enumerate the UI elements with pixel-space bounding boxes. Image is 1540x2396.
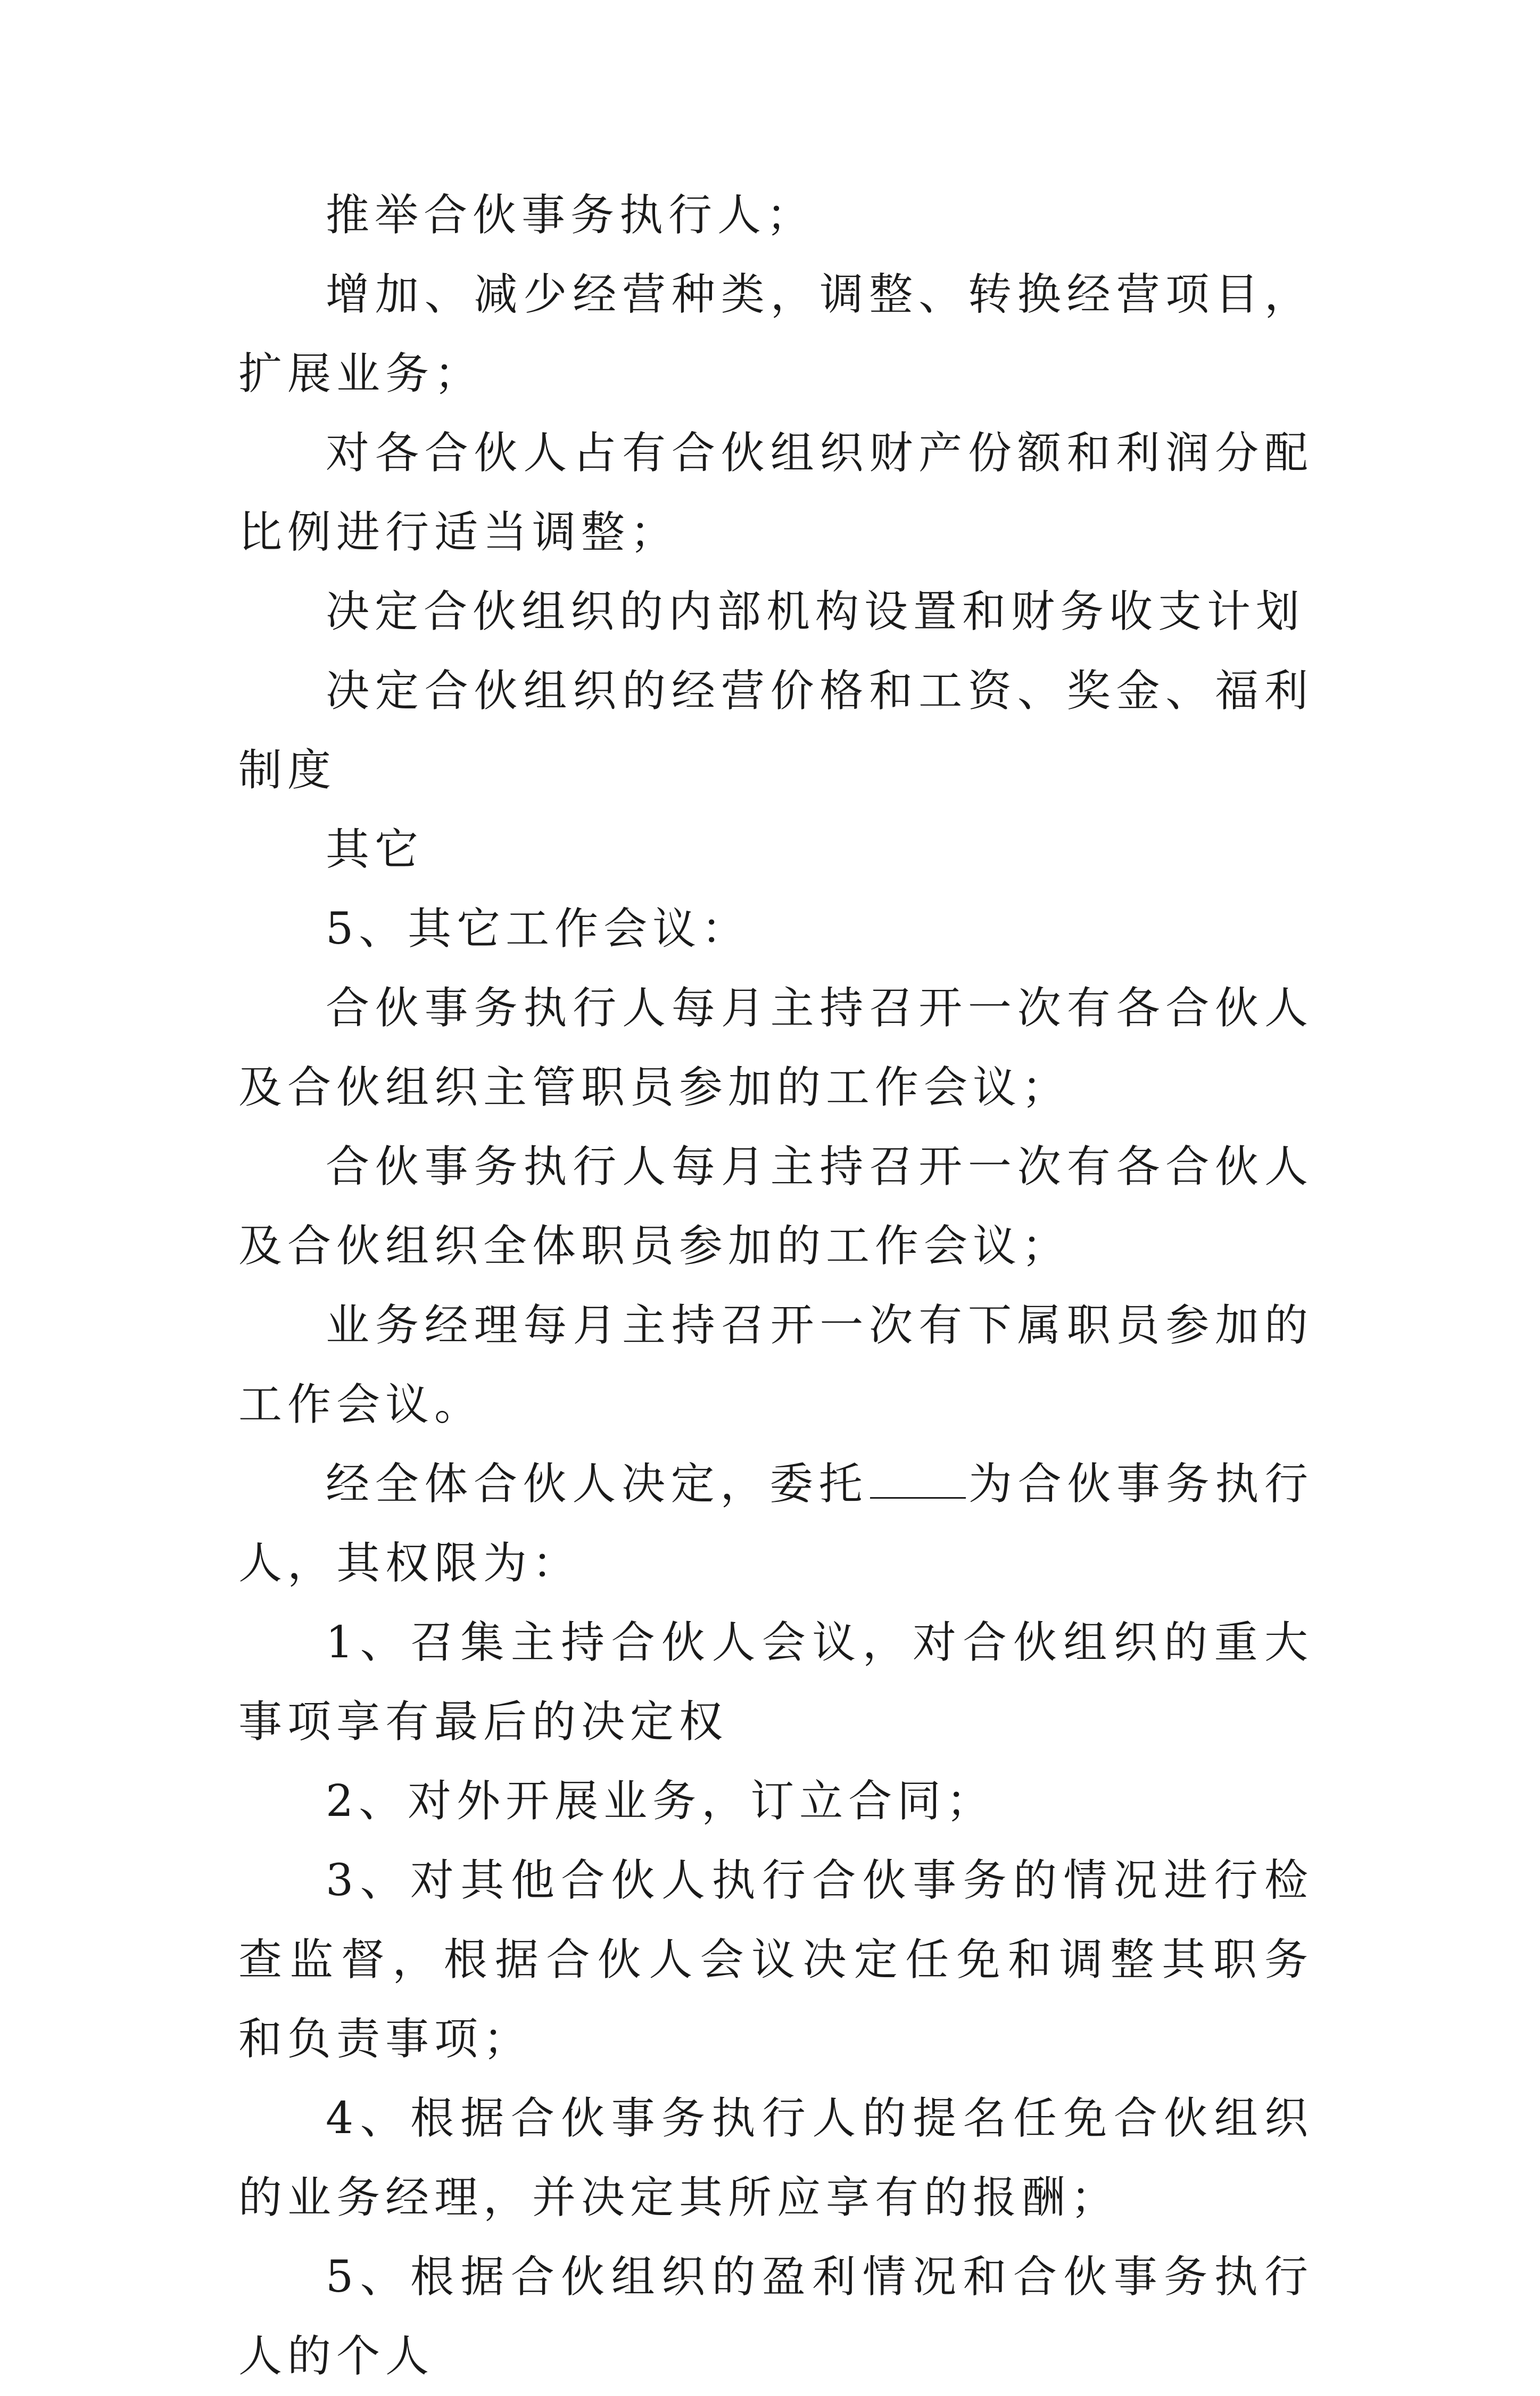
paragraph-delegation <box>238 1444 1313 1603</box>
authority-item-4: 4、根据合伙事务执行人的提名任免合伙组织的业务经理，并决定其所应享有的报酬； <box>238 2093 1313 2223</box>
authority-item-1: 1、召集主持合伙人会议，对合伙组织的重大事项享有最后的决定权 <box>238 1617 1313 1747</box>
document-body <box>238 176 1313 2396</box>
paragraph-pricing-wages: 决定合伙组织的经营价格和工资、奖金、福利制度 <box>238 666 1313 796</box>
name-blank-line <box>870 1460 966 1499</box>
paragraph-all-staff-meeting: 合伙事务执行人每月主持召开一次有各合伙人及合伙组织全体职员参加的工作会议； <box>238 1142 1313 1271</box>
paragraph-manager-meeting: 合伙事务执行人每月主持召开一次有各合伙人及合伙组织主管职员参加的工作会议； <box>238 983 1313 1113</box>
authority-item-5: 5、根据合伙组织的盈利情况和合伙事务执行人的个人 <box>238 2252 1313 2382</box>
section-heading-meetings: 5、其它工作会议： <box>326 904 751 954</box>
authority-item-2: 2、对外开展业务，订立合同； <box>326 1776 996 1827</box>
authority-item-3: 3、对其他合伙人执行合伙事务的情况进行检查监督，根据合伙人会议决定任免和调整其职务和负责事项； <box>238 1855 1313 2064</box>
delegation-text-before: 经全体合伙人决定，委托 <box>326 1459 868 1509</box>
paragraph-business-scope: 增加、减少经营种类，调整、转换经营项目，扩展业务； <box>238 269 1313 399</box>
paragraph-other: 其它 <box>326 824 424 875</box>
paragraph-elect-executive: 推举合伙事务执行人； <box>326 190 816 241</box>
paragraph-internal-structure: 决定合伙组织的内部机构设置和财务收支计划 <box>326 586 1305 637</box>
paragraph-subordinate-meeting: 业务经理每月主持召开一次有下属职员参加的工作会议。 <box>238 1300 1313 1430</box>
paragraph-share-adjustment: 对各合伙人占有合伙组织财产份额和利润分配比例进行适当调整； <box>238 428 1313 558</box>
delegation-text-after: 为合伙事务执行人，其权限为： <box>238 1459 1313 1589</box>
